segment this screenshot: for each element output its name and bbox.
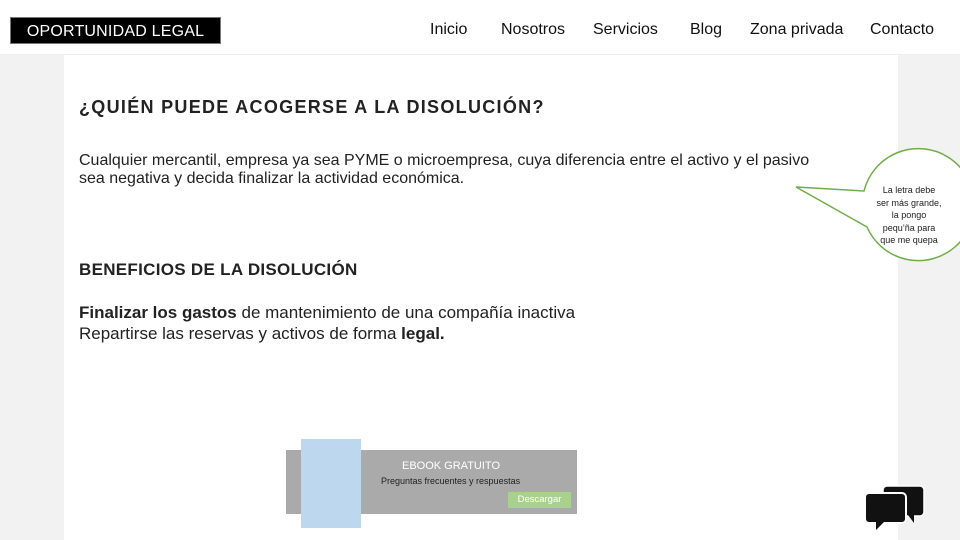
callout-line: pequ’ña para: [882, 222, 936, 233]
benefits-heading: BENEFICIOS DE LA DISOLUCIÓN: [79, 260, 358, 279]
callout-line: ser más grande,: [876, 197, 942, 208]
benefit-2-bold: legal.: [401, 324, 445, 343]
nav-servicios[interactable]: Servicios: [593, 21, 658, 38]
site-logo[interactable]: OPORTUNIDAD LEGAL: [10, 17, 221, 44]
page-title: ¿QUIÉN PUEDE ACOGERSE A LA DISOLUCIÓN?: [79, 97, 545, 117]
intro-line-2: sea negativa y decida finalizar la actividad económica.: [79, 170, 465, 187]
ebook-cover-image: [301, 439, 361, 528]
callout-text: [866, 184, 952, 247]
chat-widget[interactable]: [862, 484, 928, 532]
download-button[interactable]: Descargar: [508, 492, 571, 508]
ebook-subtitle: Preguntas frecuentes y respuestas: [381, 476, 521, 486]
nav-inicio[interactable]: Inicio: [430, 21, 468, 38]
nav-blog[interactable]: Blog: [690, 21, 723, 38]
nav-nosotros[interactable]: Nosotros: [501, 21, 566, 38]
nav-contacto[interactable]: Contacto: [870, 21, 935, 38]
benefit-2-text: Repartirse las reservas y activos de forma: [79, 324, 402, 343]
intro-line-1: Cualquier mercantil, empresa ya sea PYME o microempresa, cuya diferencia entre el activo y el pasivo: [79, 152, 810, 169]
chat-bubbles-icon: [862, 484, 928, 532]
benefit-1-text: de mantenimiento de una compañía inactiva: [236, 303, 576, 322]
ebook-title: EBOOK GRATUITO: [402, 460, 500, 472]
callout-line: que me quepa: [880, 235, 938, 245]
benefit-1-bold: Finalizar los gastos: [79, 303, 237, 322]
callout-line: La letra debe: [882, 185, 936, 195]
nav-zona-privada[interactable]: Zona privada: [750, 21, 844, 38]
callout-line: la pongo: [891, 210, 927, 220]
